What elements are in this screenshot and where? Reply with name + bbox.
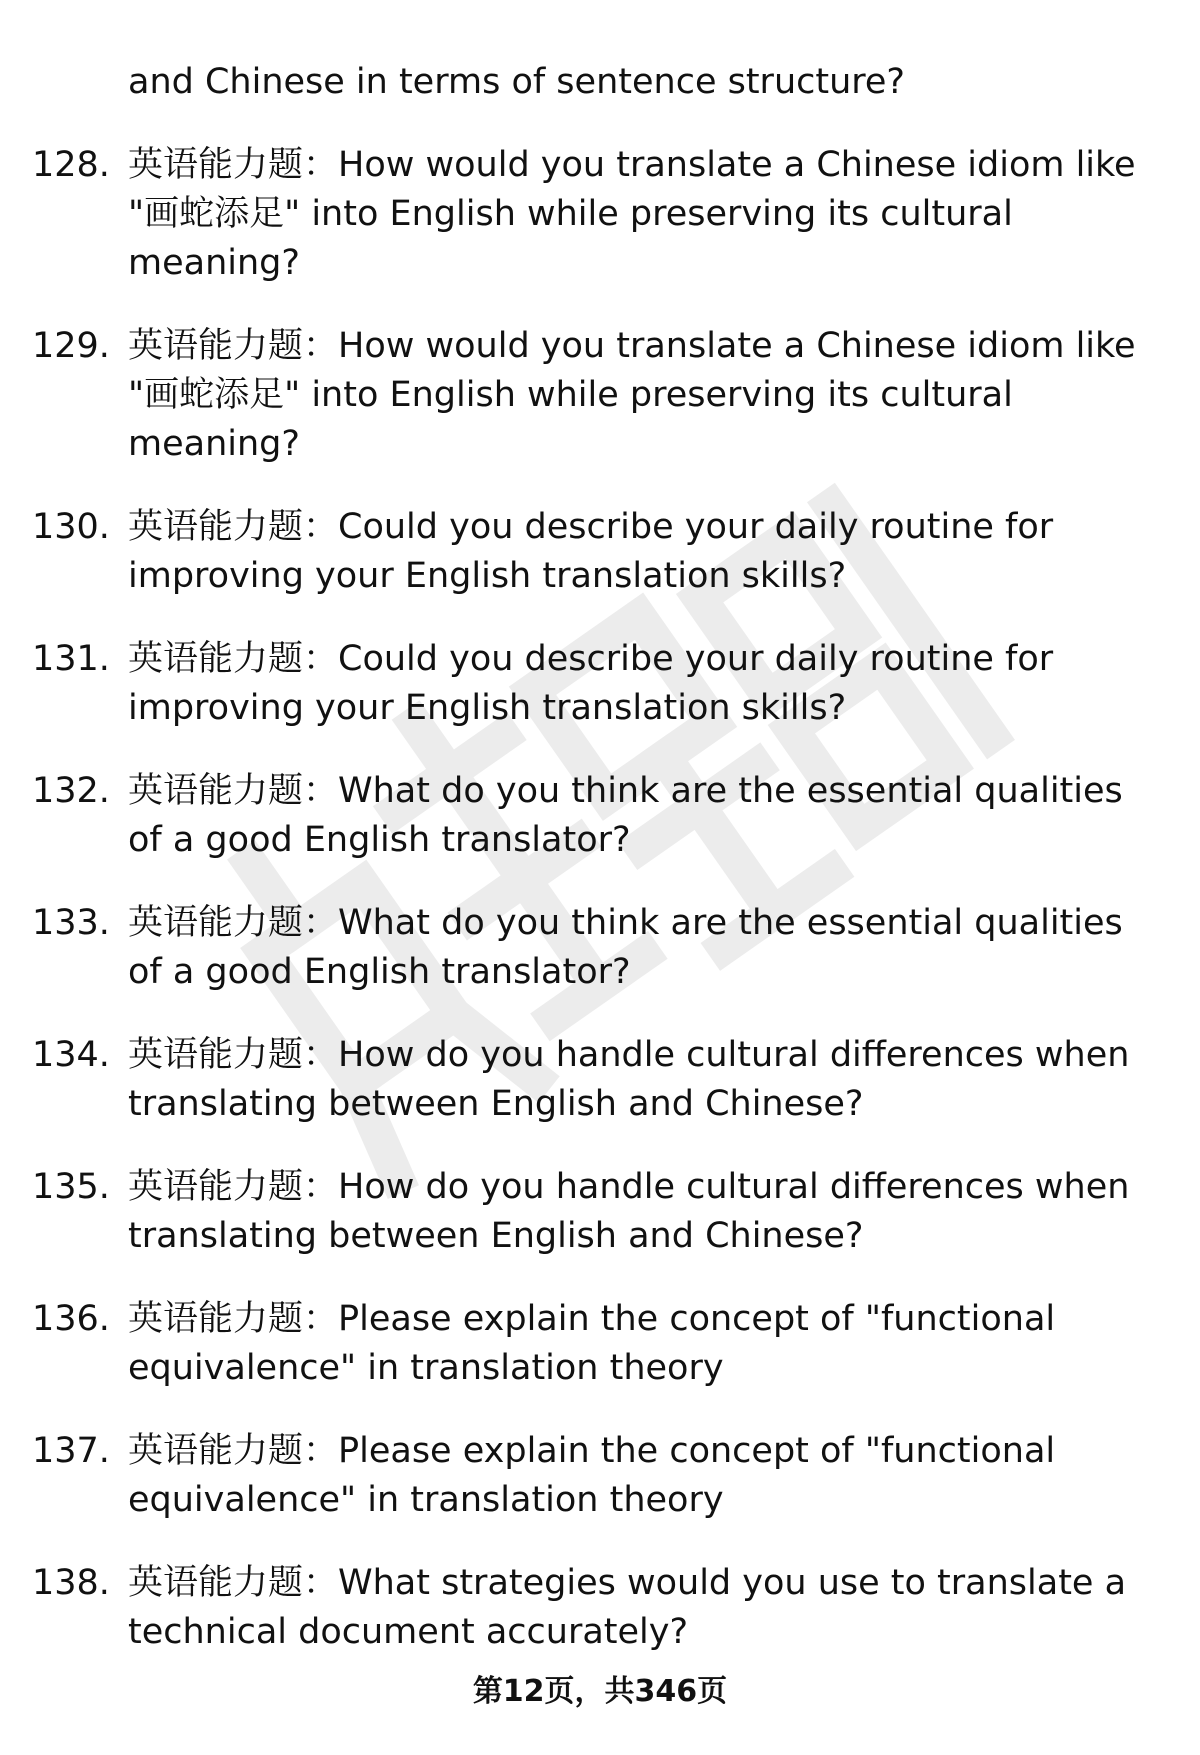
question-text: How do you handle cultural differences when translating between English and Chinese? xyxy=(128,1167,1130,1256)
question-list xyxy=(0,141,1200,1691)
question-text: How would you translate a Chinese idiom like "画蛇添足" into English while preserving its cultural meaning? xyxy=(128,326,1136,464)
question-text: How would you translate a Chinese idiom like "画蛇添足" into English while preserving its cultural meaning? xyxy=(128,145,1136,283)
question-item xyxy=(0,1295,1200,1393)
question-category-tag: 英语能力题： xyxy=(128,1035,339,1075)
question-text: How do you handle cultural differences when translating between English and Chinese? xyxy=(128,1035,1130,1124)
question-item xyxy=(0,1031,1200,1129)
question-number: 136. xyxy=(32,1299,110,1339)
question-number: 132. xyxy=(32,771,110,811)
question-number: 129. xyxy=(32,326,110,366)
page-number-footer: 第12页，共346页 xyxy=(472,1674,728,1709)
continued-question-text: and Chinese in terms of sentence structure? xyxy=(128,62,906,102)
question-category-tag: 英语能力题： xyxy=(128,507,339,547)
question-item xyxy=(0,503,1200,601)
question-text: Could you describe your daily routine for improving your English translation skills? xyxy=(128,507,1054,596)
question-text: What do you think are the essential qualities of a good English translator? xyxy=(128,771,1123,860)
question-number: 138. xyxy=(32,1563,110,1603)
question-category-tag: 英语能力题： xyxy=(128,1563,339,1603)
question-number: 134. xyxy=(32,1035,110,1075)
question-item xyxy=(0,899,1200,997)
question-item xyxy=(0,1427,1200,1525)
question-item xyxy=(0,1559,1200,1657)
question-number: 135. xyxy=(32,1167,110,1207)
question-item xyxy=(0,635,1200,733)
question-item xyxy=(0,141,1200,288)
question-number: 133. xyxy=(32,903,110,943)
question-category-tag: 英语能力题： xyxy=(128,771,339,811)
question-number: 131. xyxy=(32,639,110,679)
question-text: Please explain the concept of "functional equivalence" in translation theory xyxy=(128,1431,1056,1520)
question-category-tag: 英语能力题： xyxy=(128,1431,339,1471)
question-number: 130. xyxy=(32,507,110,547)
question-category-tag: 英语能力题： xyxy=(128,639,339,679)
question-text: What strategies would you use to translate a technical document accurately? xyxy=(128,1563,1127,1652)
question-number: 137. xyxy=(32,1431,110,1471)
question-text: What do you think are the essential qualities of a good English translator? xyxy=(128,903,1123,992)
question-category-tag: 英语能力题： xyxy=(128,1167,339,1207)
question-category-tag: 英语能力题： xyxy=(128,326,339,366)
question-item xyxy=(0,322,1200,469)
question-item xyxy=(0,767,1200,865)
question-text: Please explain the concept of "functional equivalence" in translation theory xyxy=(128,1299,1056,1388)
question-category-tag: 英语能力题： xyxy=(128,903,339,943)
question-number: 128. xyxy=(32,145,110,185)
question-item xyxy=(0,1163,1200,1261)
question-category-tag: 英语能力题： xyxy=(128,1299,339,1339)
question-text: Could you describe your daily routine for improving your English translation skills? xyxy=(128,639,1054,728)
question-category-tag: 英语能力题： xyxy=(128,145,339,185)
